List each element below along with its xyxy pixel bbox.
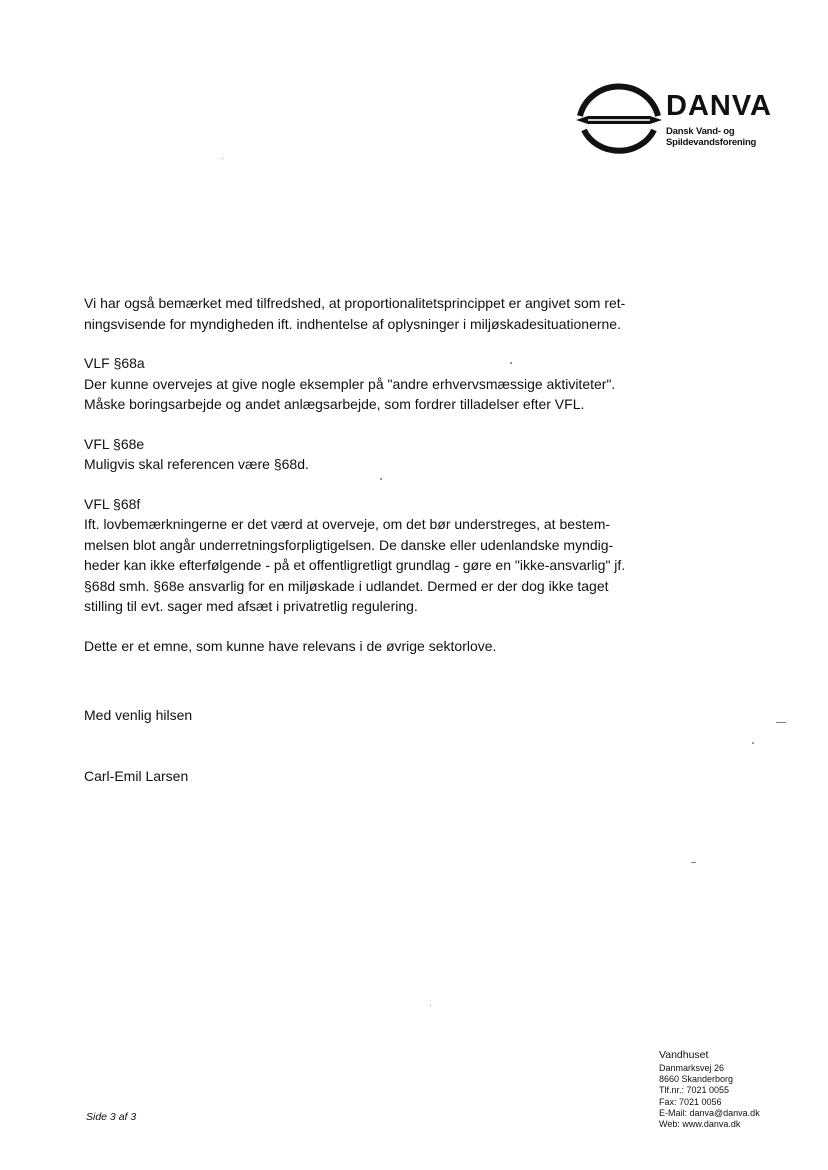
danva-logo [574,78,774,168]
address-line: Fax: 7021 0056 [659,1096,722,1107]
text-line: Ift. lovbemærkningerne er det værd at overveje, om det bør understreges, at bestem- [84,516,611,532]
text-line: §68d smh. §68e ansvarlig for en miljøskade i udlandet. Dermed er der dog ikke taget [84,577,609,594]
scan-speck [510,362,512,364]
footer-address [659,1048,809,1130]
signature-name: Carl-Emil Larsen [84,768,189,784]
outro-paragraph [84,636,644,657]
scan-speck [222,158,223,159]
danva-logo-mark-icon [574,78,664,164]
section-68f [84,494,644,617]
logo-subtitle-line: Spildevandsforening [666,137,757,148]
scan-speck [691,862,696,863]
scan-speck [752,742,754,744]
address-line: E-Mail: danva@danva.dk [659,1107,760,1118]
address-line: Danmarksvej 26 [659,1063,725,1073]
section-heading: VFL §68f [84,495,141,512]
text-line: stilling til evt. sager med afsæt i privatretlig regulering. [84,598,418,614]
text-line: Der kunne overvejes at give nogle eksempler på "andre erhvervsmæssige aktiviteter". [84,375,616,392]
section-68e [84,434,644,475]
address-line: 8660 Skanderborg [659,1074,734,1085]
section-heading: VFL §68e [84,435,145,452]
section-68a [84,353,644,415]
text-line: heder kan ikke efterfølgende - på et offentligretligt grundlag - gøre en "ikke-ansvarlig" jf. [84,557,626,573]
text-line: Dette er et emne, som kunne have relevans i de øvrige sektorlove. [84,637,497,654]
scan-speck [430,1005,431,1006]
scan-speck [380,478,382,480]
text-line: Måske boringsarbejde og andet anlægsarbejde, som fordrer tilladelser efter VFL. [84,396,585,412]
intro-paragraph [84,293,644,334]
logo-subtitle-line: Dansk Vand- og [666,126,735,137]
logo-wordmark: DANVA [666,90,772,122]
logo-subtitle [666,126,756,148]
text-line: Muligvis skal referencen være §68d. [84,456,309,472]
address-line: Tlf.nr.: 7021 0055 [659,1085,730,1096]
page-number: Side 3 af 3 [86,1111,137,1123]
text-line: Vi har også bemærket med tilfredshed, at proportionalitetsprincippet er angivet som ret- [84,295,626,311]
letter-body [84,293,644,675]
closing-greeting: Med venlig hilsen [84,707,193,723]
section-heading: VLF §68a [84,355,145,371]
address-line: Web: www.danva.dk [659,1119,741,1130]
address-title: Vandhuset [659,1049,709,1061]
text-line: melsen blot angår underretningsforpligtigelsen. De danske eller udenlandske myndig- [84,536,614,553]
scan-speck [776,722,786,723]
text-line: ningsvisende for myndigheden ift. indhentelse af oplysninger i miljøskadesituationerne. [84,315,621,332]
